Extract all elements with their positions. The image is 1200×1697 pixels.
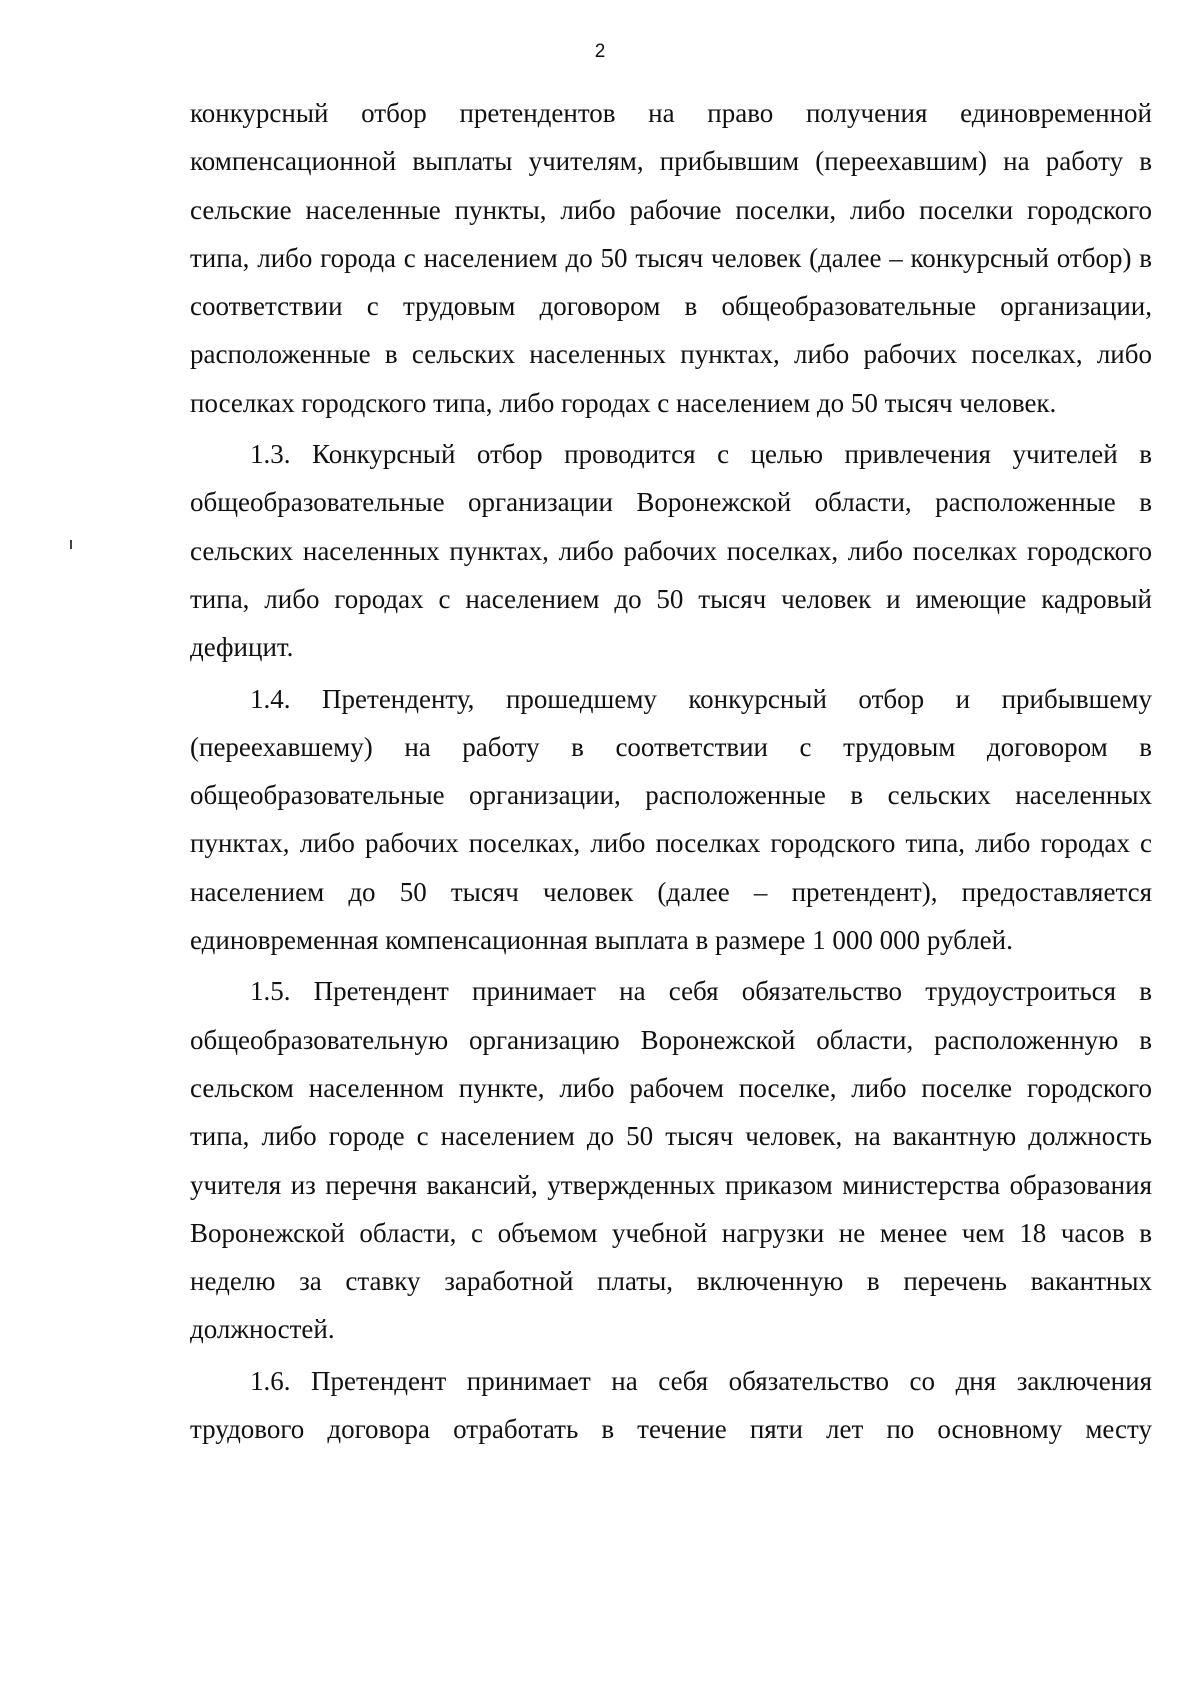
margin-mark	[70, 540, 72, 549]
paragraph-1-6: 1.6. Претендент принимает на себя обязательство со дня заключения трудового договора отработать в течение пяти лет по основному месту	[190, 1365, 1152, 1445]
paragraph-continuation: конкурсный отбор претендентов на право получения единовременной компенсационной выплаты учителям, прибывшим (переехавшим) на работу в сельские населенные пункты, либо рабочие поселки, либо поселки городского типа, либо города с населением до 50 тысяч человек (далее – конкурсный отбор) в соответствии с трудовым договором в общеобразовательные организации, расположенные в сельских населенных пунктах, либо рабочих поселках, либо поселках городского типа, либо городах с населением до 50 тысяч человек.	[190, 98, 1152, 418]
paragraph-1-5: 1.5. Претендент принимает на себя обязательство трудоустроиться в общеобразовательную организацию Воронежской области, расположенную в сельском населенном пункте, либо рабочем поселке, либо поселке городского типа, либо городе с населением до 50 тысяч человек, на вакантную должность учителя из перечня вакансий, утвержденных приказом министерства образования Воронежской области, с объемом учебной нагрузки не менее чем 18 часов в неделю за ставку заработной платы, включенную в перечень вакантных должностей.	[190, 976, 1152, 1345]
document-body	[190, 89, 1152, 1453]
paragraph-1-4: 1.4. Претенденту, прошедшему конкурсный отбор и прибывшему (переехавшему) на работу в соответствии с трудовым договором в общеобразовательные организации, расположенные в сельских населенных пунктах, либо рабочих поселках, либо поселках городского типа, либо городах с населением до 50 тысяч человек (далее – претендент), предоставляется единовременная компенсационная выплата в размере 1 000 000 рублей.	[190, 683, 1152, 956]
paragraph-1-3: 1.3. Конкурсный отбор проводится с целью привлечения учителей в общеобразовательные организации Воронежской области, расположенные в сельских населенных пунктах, либо рабочих поселках, либо поселках городского типа, либо городах с населением до 50 тысяч человек и имеющие кадровый дефицит.	[190, 439, 1152, 663]
page-number: 2	[594, 41, 606, 62]
